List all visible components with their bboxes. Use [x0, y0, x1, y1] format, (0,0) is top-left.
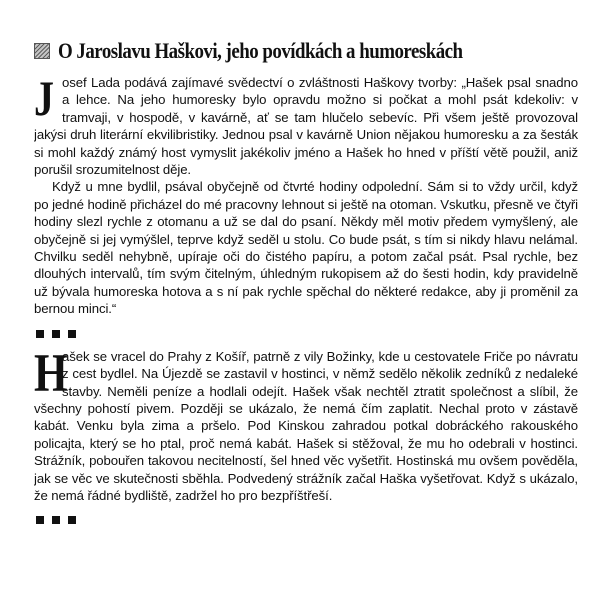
- section-1-body: [34, 74, 578, 318]
- article-header: [34, 36, 578, 66]
- article-title: O Jaroslavu Haškovi, jeho povídkách a humoreskách: [58, 38, 463, 63]
- square-bullet-icon: [68, 516, 76, 524]
- square-bullet-icon: [68, 330, 76, 338]
- paragraph: ašek se vracel do Prahy z Košíř, patrně z vily Božinky, kde u cestovatele Friče po návratu z cest bydlel. Na Újezdě se zastavil v hostinci, v němž sedělo několik zedníků z nedaleké stavby. Neměli peníze a hodlali odejít. Hašek však nechtěl ztratit společnost a slíbil, že všechny pohostí pivem. Později se ukázalo, že nemá čím zaplatit. Nechal proto v zástavě kabát. Venku byla zima a pršelo. Pod Kinskou zahradou potkal dobráckého rakouského policajta, který se ho ptal, proč nemá kabát. Hašek si stěžoval, že mu ho odebrali v hostinci. Strážník, pobouřen takovou necitelností, šel hned věc vyšetřit. Hostinská mu ovšem pověděla, jak se věc ve skutečnosti sběhla. Podvedený strážník začal Haška vyšetřovat. Když s ukázalo, že nemá řádné bydliště, zadržel ho pro bezpříštřeší.: [34, 348, 578, 503]
- section-2-body: [34, 348, 578, 505]
- square-bullet-icon: [36, 330, 44, 338]
- article: [34, 36, 578, 534]
- hatched-square-icon: [34, 43, 50, 59]
- section-separator: [36, 330, 578, 338]
- section-1: [34, 74, 578, 318]
- drop-cap: J: [34, 74, 54, 126]
- paragraph: Když u mne bydlil, psával obyčejně od čtvrté hodiny odpolední. Sám si to vždy určil, když po jedné hodině přicházel do mé pracovny lehnout si ještě na otoman. Vskutku, přesně ve čtyři hodiny slezl rychle z otomanu a už se dal do psaní. Někdy měl motiv předem vymyšlený, ale obyčejně si jej vymýšlel, teprve když seděl u stolu. Co bude psát, s tím si nikdy hlavu nelámal. Chvilku seděl nehybně, upíraje oči do čistého papíru, a potom začal psát. Psal rychle, bez dlouhých intervalů, tím svým čitelným, úhledným rukopisem až do šesti hodin, kdy pravidelně už bývala humoreska hotova a s ní pak rychle spěchal do některé redakce, aby ji proměnil za bernou minci.“: [34, 179, 578, 317]
- section-separator: [36, 516, 578, 524]
- paragraph: osef Lada podává zajímavé svědectví o zvláštnosti Haškovy tvorby: „Hašek psal snadno a lehce. Na jeho humoresky bylo opravdu možno si počkat a mohl psát kdekoliv: v tramvaji, v hospodě, v kavárně, ať se tam hlučelo sebevíc. Při všem ještě provozoval jakýsi druh literární ekvilibristiky. Jednou psal v kavárně Union nějakou humoresku a za šesták si mohl každý známý host vymyslit jakékoliv jméno a Hašek ho hned v příští větě použil, aniž porušil srozumitelnost děje.: [34, 75, 578, 178]
- square-bullet-icon: [52, 330, 60, 338]
- drop-cap: H: [34, 347, 68, 403]
- square-bullet-icon: [36, 516, 44, 524]
- square-bullet-icon: [52, 516, 60, 524]
- section-2: [34, 348, 578, 505]
